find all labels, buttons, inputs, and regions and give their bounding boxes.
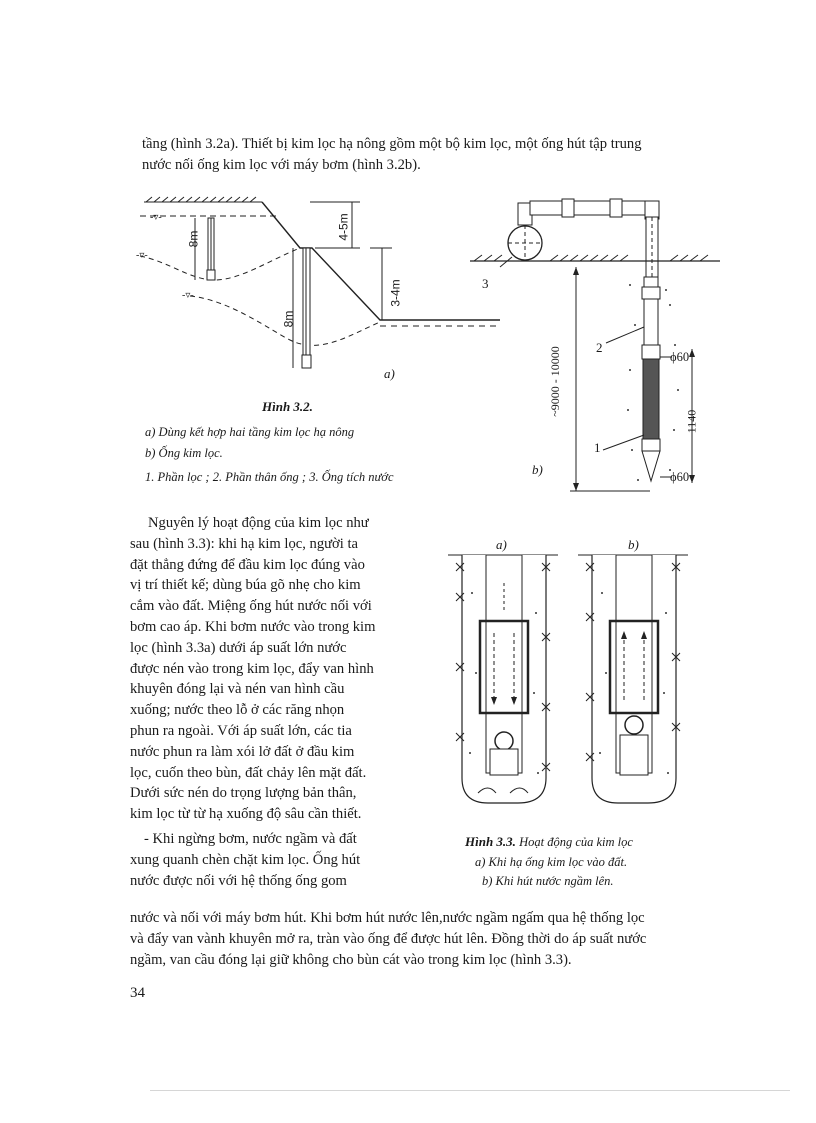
body-line: cắm vào đất. Miệng ống hút nước nối với (130, 598, 372, 615)
body-line: đặt thẳng đứng để đầu kim lọc đúng vào (130, 556, 365, 573)
page-number: 34 (130, 985, 145, 1001)
fig33-caption-a: a) Khi hạ ống kim lọc vào đất. (475, 855, 628, 869)
svg-text:-▿-: -▿- (136, 250, 148, 261)
body-line: phun ra ngoài. Với áp suất lớn, các tia (130, 722, 352, 739)
fig32-caption-title: Hình 3.2. (262, 399, 313, 414)
body-line: khuyên đóng lại và nén van hình cầu (130, 681, 345, 698)
body-line: lọc (hình 3.3a) dưới áp suất lớn nước (130, 639, 347, 656)
body-full-width (130, 908, 750, 971)
body-full-line: ngầm, van cầu đóng lại giữ không cho bùn cát vào trong kim lọc (hình 3.3). (130, 952, 572, 968)
svg-text:-▿-: -▿- (150, 212, 162, 223)
bottom-rule (150, 1090, 790, 1091)
body-line: nước được nối với hệ thống ống gom (130, 872, 347, 889)
fig32-label-b: b) (532, 462, 543, 477)
fig32-label-a: a) (384, 366, 395, 381)
body-line: nước phun ra làm xói lở đất ở đầu kim (130, 743, 355, 760)
phi-top: ϕ60 (670, 350, 690, 364)
figure-3-2b (470, 195, 740, 495)
dim-4-5m: 4-5m (336, 213, 351, 241)
fig33-caption-b: b) Khi hút nước ngầm lên. (482, 874, 614, 888)
figure-3-3b (578, 553, 688, 808)
dim-3-4m: 3-4m (388, 279, 403, 307)
figure-3-3a (448, 553, 558, 808)
body-line: - Khi ngừng bơm, nước ngầm và đất (144, 830, 357, 847)
label-3: 3 (482, 276, 489, 291)
body-left-column (130, 513, 428, 891)
intro-paragraph (142, 134, 728, 176)
body-line: xung quanh chèn chặt kim lọc. Ống hút (130, 851, 361, 868)
body-full-line: và đẩy van vành khuyên mở ra, tràn vào ống để được hút lên. Đồng thời do áp suất nước (130, 931, 647, 947)
fig32-caption-b: b) Ống kim lọc. (145, 446, 223, 460)
body-line: Dưới sức nén do trọng lượng bản thân, (130, 785, 357, 802)
body-full-line: nước và nối với máy bơm hút. Khi bơm hút nước lên,nước ngầm ngấm qua hệ thống lọc (130, 910, 645, 926)
label-2: 2 (596, 340, 603, 355)
body-line: xuống; nước theo lỗ ở các răng nhọn (130, 702, 345, 719)
phi-bottom: ϕ60 (670, 470, 690, 484)
body-line: sau (hình 3.3): khi hạ kim lọc, người ta (130, 535, 359, 552)
fig33-caption-title (465, 833, 633, 851)
fig33-label-a: a) (496, 537, 507, 552)
label-1: 1 (594, 440, 601, 455)
fig32-caption-a: a) Dùng kết hợp hai tầng kim lọc hạ nông (145, 425, 355, 439)
body-line: được nén vào trong kim lọc, đẩy van hình (130, 660, 374, 677)
dim-9000-10000: ~9000 - 10000 (547, 346, 562, 417)
body-line: vị trí thiết kế; dùng búa gõ nhẹ cho kim (130, 577, 361, 594)
body-line: bơm cao áp. Khi bơm nước vào trong kim (130, 618, 376, 635)
fig32-caption-parts: 1. Phần lọc ; 2. Phần thân ống ; 3. Ống tích nước (145, 470, 394, 484)
fig33-caption-title-bold: Hình 3.3. (465, 834, 516, 849)
body-line: lọc, cuốn theo bùn, đất chảy lên mặt đất. (130, 764, 367, 781)
body-line: Nguyên lý hoạt động của kim lọc như (148, 515, 369, 531)
fig33-caption-title-rest: Hoạt động của kim lọc (515, 835, 633, 849)
figure-3-2a (130, 190, 510, 390)
intro-line-1: tầng (hình 3.2a). Thiết bị kim lọc hạ nông gồm một bộ kim lọc, một ống hút tập trung (142, 136, 642, 152)
dim-8m-mid: 8m (281, 310, 296, 328)
intro-line-2: nước nối ống kim lọc với máy bơm (hình 3.2b). (142, 157, 421, 173)
svg-text:-▿-: -▿- (182, 290, 194, 301)
dim-8m-left: 8m (186, 230, 201, 248)
dim-1140: 1140 (684, 409, 699, 434)
body-line: kim lọc từ từ hạ xuống độ sâu cần thiết. (130, 806, 362, 823)
fig33-label-b: b) (628, 537, 639, 552)
